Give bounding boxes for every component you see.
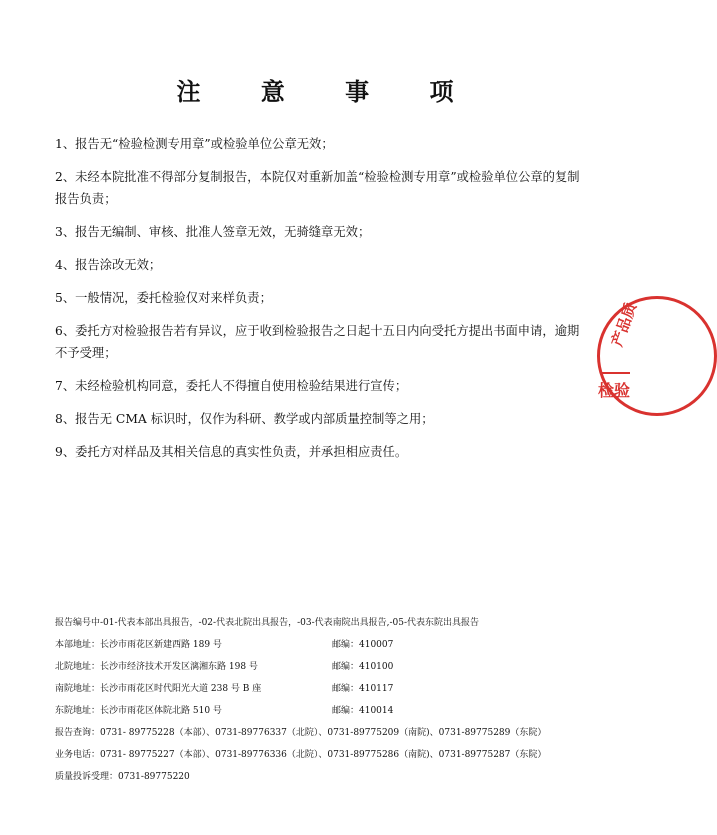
seal-text-top: 产品质 — [607, 300, 641, 349]
business-phone: 业务电话：0731- 89775227（本部）、0731-89776336（北院）、0731-89775286（南院)、0731-89775287（东院） — [55, 750, 547, 760]
footer-info — [55, 612, 585, 788]
seal-divider — [600, 372, 630, 374]
address-text: 东院地址：长沙市雨花区体院北路 510 号 — [55, 706, 222, 716]
note-item: 8、报告无 CMA 标识时，仅作为科研、教学或内部质量控制等之用； — [55, 412, 434, 426]
notes-list — [55, 133, 585, 474]
zip-code: 邮编：410100 — [332, 662, 394, 672]
note-item: 1、报告无“检验检测专用章”或检验单位公章无效； — [55, 137, 334, 151]
address-line — [55, 678, 585, 700]
address-line — [55, 656, 585, 678]
zip-code: 邮编：410014 — [332, 706, 394, 716]
address-text: 南院地址：长沙市雨花区时代阳光大道 238 号 B 座 — [55, 684, 262, 694]
note-item: 3、报告无编制、审核、批准人签章无效，无骑缝章无效； — [55, 225, 371, 239]
note-item: 6、委托方对检验报告若有异议，应于收到检验报告之日起十五日内向受托方提出书面申请，逾期不予受理； — [55, 324, 580, 360]
seal-text-bottom: 检验 — [598, 381, 631, 400]
note-item: 7、未经检验机构同意，委托人不得擅自使用检验结果进行宣传； — [55, 379, 408, 393]
zip-code: 邮编：410007 — [332, 640, 394, 650]
note-item: 2、未经本院批准不得部分复制报告，本院仅对重新加盖“检验检测专用章”或检验单位公章的复制报告负责； — [55, 170, 580, 206]
address-text: 本部地址：长沙市雨花区新建西路 189 号 — [55, 640, 222, 650]
address-text: 北院地址：长沙市经济技术开发区漓湘东路 198 号 — [55, 662, 258, 672]
report-query: 报告查询：0731- 89775228（本部）、0731-89776337（北院）、0731-89775209（南院)、0731-89775289（东院） — [55, 728, 547, 738]
seal-stamp — [590, 280, 641, 460]
zip-code: 邮编：410117 — [332, 684, 394, 694]
note-item: 5、一般情况，委托检验仅对来样负责； — [55, 291, 272, 305]
address-line — [55, 700, 585, 722]
note-item: 9、委托方对样品及其相关信息的真实性负责，并承担相应责任。 — [55, 445, 408, 459]
page-title: 注 意 事 项 — [176, 78, 480, 106]
complaint-line: 质量投诉受理：0731-89775220 — [55, 772, 190, 782]
report-code-note: 报告编号中-01-代表本部出具报告，-02-代表北院出具报告，-03-代表南院出具报告,-05-代表东院出具报告 — [55, 618, 479, 628]
note-item: 4、报告涂改无效； — [55, 258, 162, 272]
address-line — [55, 634, 585, 656]
